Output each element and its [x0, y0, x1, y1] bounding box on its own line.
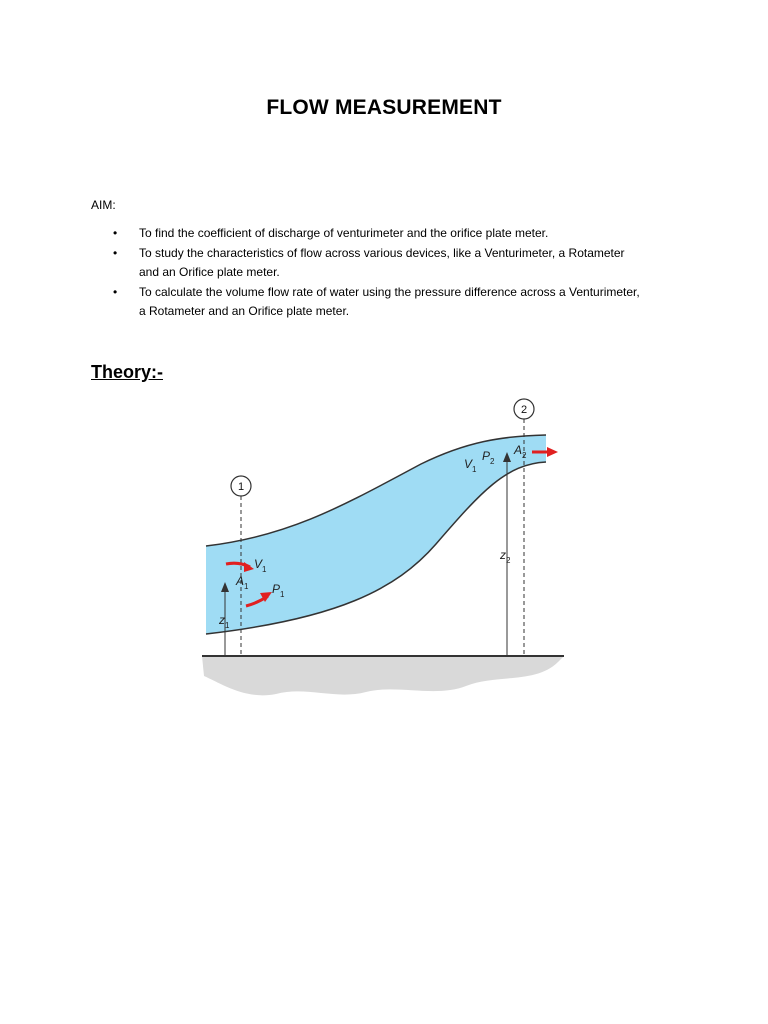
p2-label-main: P [482, 449, 491, 463]
list-item [113, 224, 703, 244]
p1-label-main: P [272, 582, 281, 596]
list-item [113, 283, 703, 322]
list-item-text: To calculate the volume flow rate of water using the pressure difference across a Venturimeter, [139, 284, 640, 299]
v1-label-main: V [254, 557, 263, 571]
ground-shading [202, 656, 564, 695]
bullet-icon: • [113, 245, 118, 260]
section-2-number: 2 [520, 404, 528, 416]
v1-label-section-2-main: V [464, 457, 473, 471]
a1-label-sub: 1 [244, 582, 249, 591]
theory-heading: Theory:- [91, 362, 163, 382]
z2-label [499, 548, 511, 565]
v1-label-section-2-sub: 1 [472, 465, 477, 474]
bullet-icon: • [113, 226, 118, 240]
bullet-icon: • [113, 284, 118, 299]
list-item-text-continued: a Rotameter and an Orifice plate meter. [139, 304, 350, 318]
z1-label-main: z [219, 613, 225, 627]
pipe-fluid [206, 435, 546, 634]
bernoulli-pipe-diagram [196, 394, 576, 714]
list-item-text-continued: and an Orifice plate meter. [139, 265, 280, 279]
a1-label-main: A [236, 574, 245, 588]
a2-label-sub: 2 [522, 451, 527, 460]
list-item-text: To study the characteristics of flow across various devices, like a Venturimeter, a Rotameter [139, 245, 625, 260]
page-title: FLOW MEASUREMENT [266, 96, 502, 119]
aim-label: AIM: [91, 198, 116, 212]
v2-arrowhead-icon [547, 447, 558, 457]
v1-label-sub: 1 [262, 565, 267, 574]
z1-label-sub: 1 [225, 621, 230, 630]
p1-label-sub: 1 [280, 590, 285, 599]
z2-label-sub: 2 [506, 556, 511, 565]
list-item [113, 244, 703, 283]
section-1-number: 1 [237, 481, 245, 493]
aim-list [113, 224, 703, 322]
list-item-text: To find the coefficient of discharge of venturimeter and the orifice plate meter. [139, 226, 549, 240]
a2-label-main: A [514, 443, 523, 457]
z2-label-main: z [500, 548, 506, 562]
p2-label-sub: 2 [490, 457, 495, 466]
